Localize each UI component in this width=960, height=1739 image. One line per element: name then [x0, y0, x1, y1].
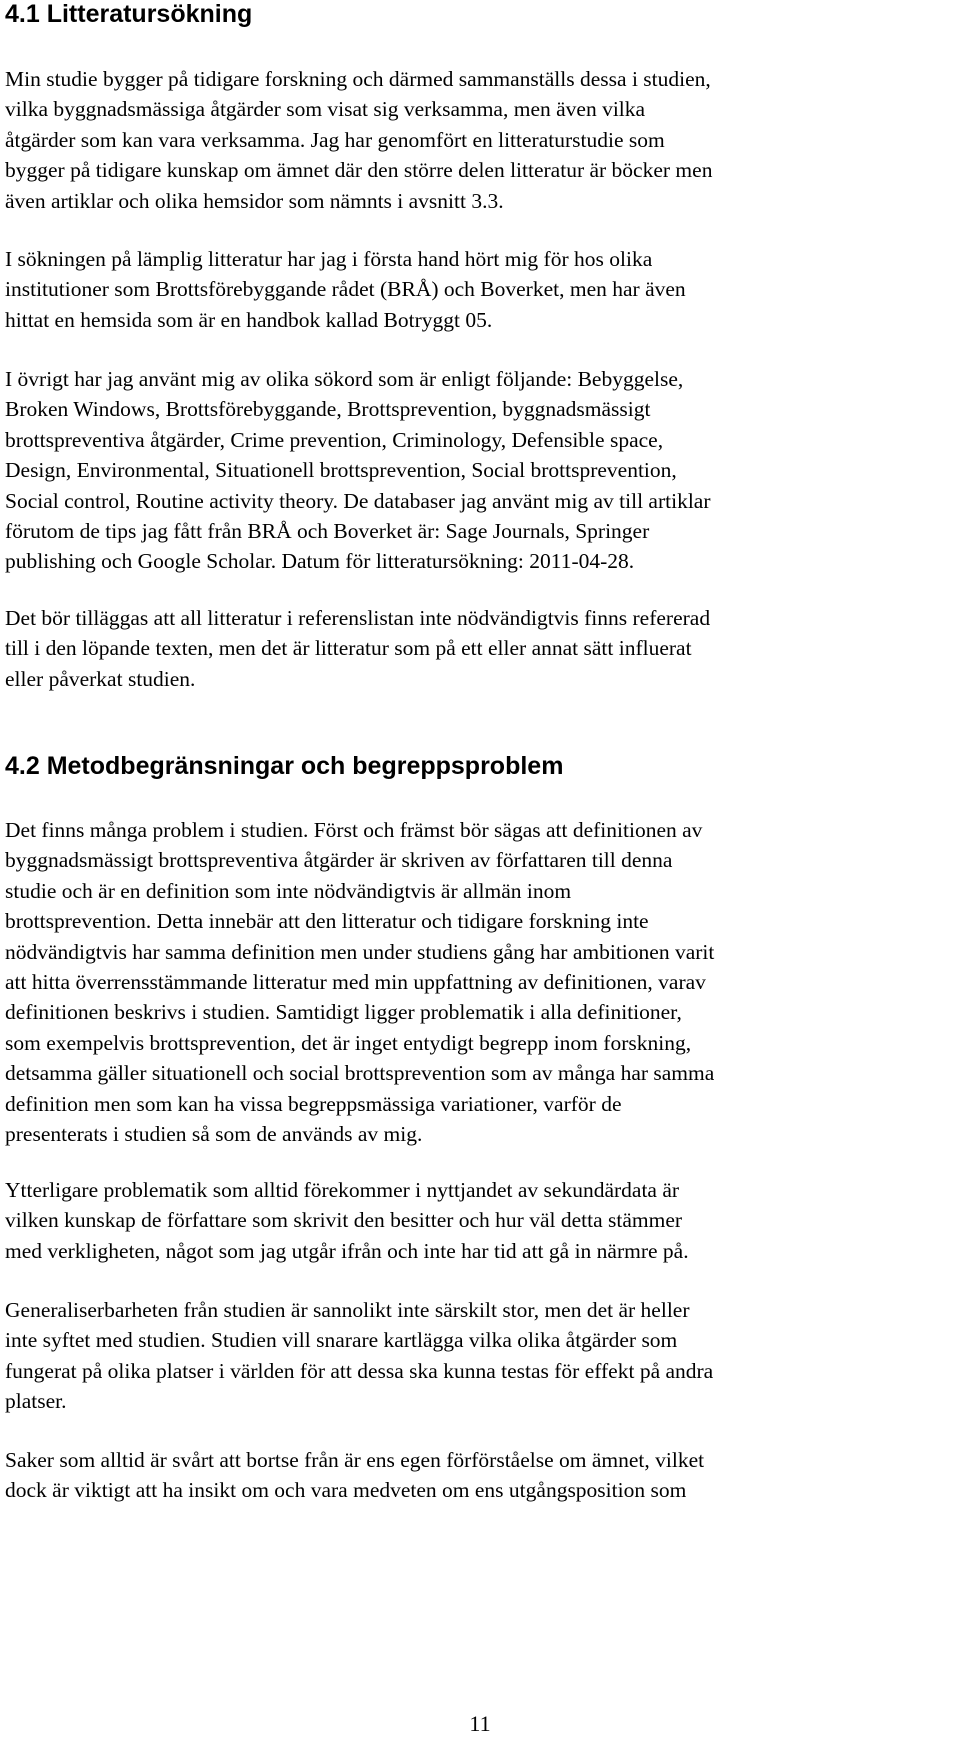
text-line: publishing och Google Scholar. Datum för litteratursökning: 2011-04-28.: [5, 549, 635, 574]
paragraph-2: [5, 244, 925, 335]
text-line: bygger på tidigare kunskap om ämnet där den större delen litteratur är böcker men: [5, 158, 713, 183]
text-line: presenterats i studien så som de används av mig.: [5, 1122, 423, 1147]
text-line: Saker som alltid är svårt att bortse från är ens egen förförståelse om ämnet, vilket: [5, 1448, 705, 1472]
paragraph-8: [5, 1445, 925, 1506]
text-line: inte syftet med studien. Studien vill snarare kartlägga vilka olika åtgärder som: [5, 1328, 678, 1353]
text-line: institutioner som Brottsförebyggande rådet (BRÅ) och Boverket, men har även: [5, 277, 686, 302]
paragraph-4: [5, 603, 925, 694]
paragraph-1: [5, 64, 925, 216]
text-line: fungerat på olika platser i världen för att dessa ska kunna testas för effekt på andra: [5, 1358, 714, 1383]
text-line: brottsprevention. Detta innebär att den litteratur och tidigare forskning inte: [5, 909, 649, 934]
text-line: även artiklar och olika hemsidor som nämnts i avsnitt 3.3.: [5, 188, 504, 213]
text-line: hittat en hemsida som är en handbok kallad Botryggt 05.: [5, 307, 493, 332]
text-line: till i den löpande texten, men det är litteratur som på ett eller annat sätt influerat: [5, 636, 692, 661]
text-line: åtgärder som kan vara verksamma. Jag har genomfört en litteraturstudie som: [5, 127, 665, 152]
text-line: definition men som kan ha vissa begreppsmässiga variationer, varför de: [5, 1091, 622, 1116]
text-line: vilken kunskap de författare som skrivit den besitter och hur väl detta stämmer: [5, 1208, 683, 1233]
text-line: Ytterligare problematik som alltid förekommer i nyttjandet av sekundärdata är: [5, 1178, 680, 1202]
text-line: Det bör tilläggas att all litteratur i referenslistan inte nödvändigtvis finns refererad: [5, 606, 711, 630]
text-line: Broken Windows, Brottsförebyggande, Brottsprevention, byggnadsmässigt: [5, 397, 651, 422]
page-number: 11: [469, 1711, 491, 1736]
text-line: eller påverkat studien.: [5, 666, 196, 691]
paragraph-6: [5, 1175, 925, 1266]
paragraph-7: [5, 1295, 925, 1417]
text-line: Det finns många problem i studien. Först och främst bör sägas att definitionen av: [5, 818, 703, 842]
section-heading-metodbegransningar: 4.2 Metodbegränsningar och begreppsproblem: [5, 752, 564, 780]
text-line: nödvändigtvis har samma definition men under studiens gång har ambitionen varit: [5, 939, 715, 964]
text-line: byggnadsmässigt brottspreventiva åtgärder är skriven av författaren till denna: [5, 848, 673, 873]
text-line: Design, Environmental, Situationell brottsprevention, Social brottsprevention,: [5, 458, 677, 483]
paragraph-5: [5, 815, 925, 1149]
text-line: Generaliserbarheten från studien är sannolikt inte särskilt stor, men det är heller: [5, 1298, 690, 1322]
paragraph-3: [5, 364, 925, 577]
text-line: I sökningen på lämplig litteratur har jag i första hand hört mig för hos olika: [5, 247, 653, 271]
text-line: definitionen beskrivs i studien. Samtidigt ligger problematik i alla definitioner,: [5, 1000, 682, 1025]
text-line: förutom de tips jag fått från BRÅ och Boverket är: Sage Journals, Springer: [5, 519, 650, 544]
text-line: Min studie bygger på tidigare forskning och därmed sammanställs dessa i studien,: [5, 67, 711, 91]
text-line: att hitta överrensstämmande litteratur med min uppfattning av definitionen, varav: [5, 970, 706, 995]
text-line: detsamma gäller situationell och social brottsprevention som av många har samma: [5, 1061, 715, 1086]
text-line: som exempelvis brottsprevention, det är inget entydigt begrepp inom forskning,: [5, 1030, 692, 1055]
text-line: Social control, Routine activity theory. De databaser jag använt mig av till artiklar: [5, 488, 711, 513]
text-line: brottspreventiva åtgärder, Crime prevention, Criminology, Defensible space,: [5, 427, 664, 452]
text-line: studie och är en definition som inte nödvändigtvis är allmän inom: [5, 878, 572, 903]
section-heading-litteratursokning: 4.1 Litteratursökning: [5, 0, 253, 28]
text-line: vilka byggnadsmässiga åtgärder som visat sig verksamma, men även vilka: [5, 97, 646, 122]
text-line: dock är viktigt att ha insikt om och vara medveten om ens utgångsposition som: [5, 1478, 687, 1503]
text-line: med verkligheten, något som jag utgår ifrån och inte har tid att gå in närmre på.: [5, 1238, 689, 1263]
text-line: platser.: [5, 1389, 67, 1414]
text-line: I övrigt har jag använt mig av olika sökord som är enligt följande: Bebyggelse,: [5, 367, 684, 391]
